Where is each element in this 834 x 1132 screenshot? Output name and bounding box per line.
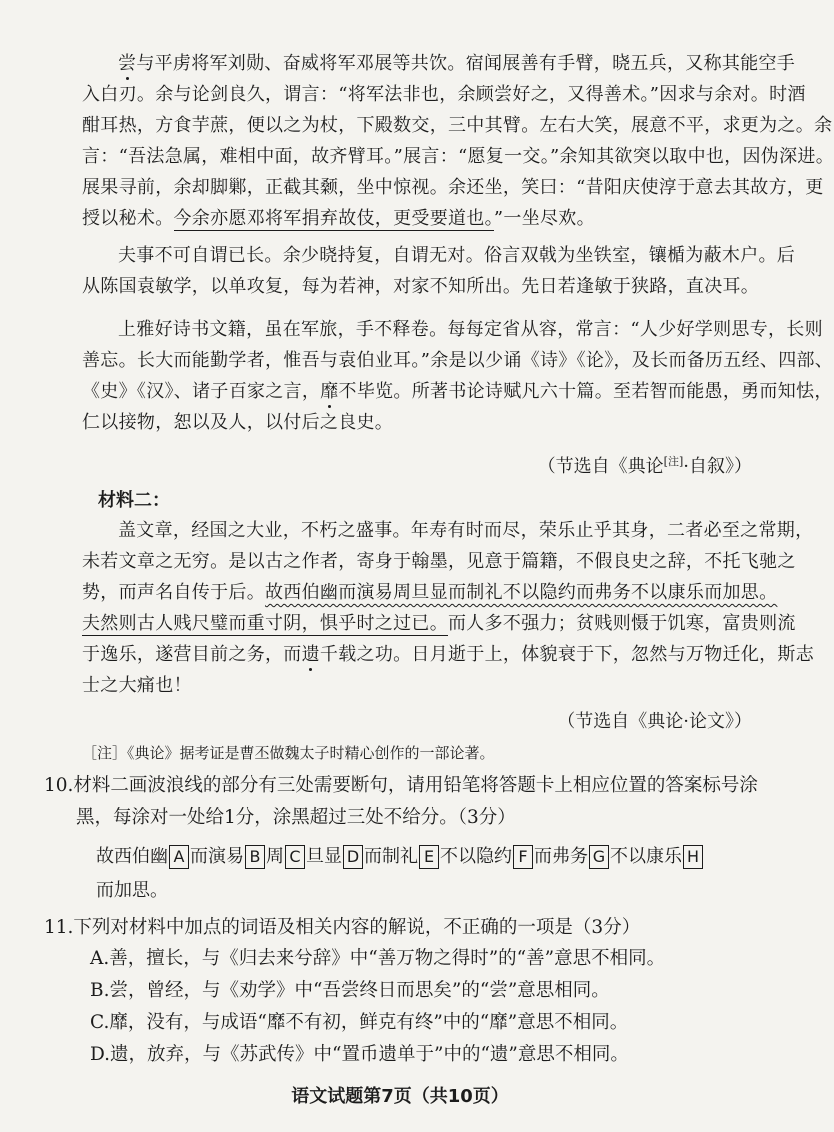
material2-heading: 材料二： xyxy=(98,490,170,511)
segment-text: 而演易 xyxy=(190,846,244,867)
text-line: 展果寻前，余却脚鄛，正截其颡，坐中惊视。余还坐，笑曰：“昔阳庆使淳于意去其故方，更 xyxy=(82,177,824,198)
segment-text: 而制礼 xyxy=(364,846,418,867)
material2-paragraph xyxy=(82,515,815,701)
option-c[interactable]: C.靡，没有，与成语“靡不有初，鲜克有终”中的“靡”意思不相同。 xyxy=(90,1012,629,1033)
question-11 xyxy=(44,912,764,944)
text-segment: 千载之功。日月逝于上，体貌衰于下，忽然与万物迁化，斯志 xyxy=(319,644,815,665)
option-b[interactable]: B.尝，曾经，与《劝学》中“吾尝终日而思矣”的“尝”意思相同。 xyxy=(90,980,610,1001)
material2-source: （节选自《典论·论文》） xyxy=(557,711,752,732)
sentence-break-tail: 而加思。 xyxy=(96,880,168,901)
dotted-char: 尝 xyxy=(118,53,137,74)
dotted-char: 靡 xyxy=(320,381,339,402)
segment-text: 而弗务 xyxy=(534,846,588,867)
text-line xyxy=(82,577,778,608)
text-line: 尝与平虏将军刘勋、奋威将军邓展等共饮。宿闻展善有手臂，晓五兵，又称其能空手 xyxy=(118,53,796,74)
underlined-sentence: 夫然则古人贱尺璧而重寸阴，惧乎时之过已。 xyxy=(82,613,448,634)
answer-box-e[interactable]: E xyxy=(419,845,439,869)
text-line: 入白刃。余与论剑良久，谓言：“将军法非也，余顾尝好之，又得善术。”因求与余对。时酒 xyxy=(82,84,806,105)
footnote: ［注］《典论》据考证是曹丕做魏太子时精心创作的一部论著。 xyxy=(82,744,495,762)
text-line: 上雅好诗书文籍，虽在军旅，手不释卷。每每定省从容，常言：“人少好学则思专，长则 xyxy=(118,319,823,340)
text-line: 夫事不可自谓已长。余少晓持复，自谓无对。俗言双戟为坐铁室，镶楯为蔽木户。后 xyxy=(118,245,796,266)
text-segment: 《史》《汉》、诸子百家之言， xyxy=(82,381,321,402)
text-segment: 而人多不强力；贫贱则慑于饥寒，富贵则流 xyxy=(448,613,796,634)
text-line: 仁以接物，恕以及人，以付后之良史。 xyxy=(82,412,394,433)
material1-paragraph-1 xyxy=(82,48,834,234)
segment-text: 不以隐约 xyxy=(440,846,512,867)
source-text: （节选自《典论 xyxy=(537,456,664,477)
answer-box-f[interactable]: F xyxy=(513,845,533,869)
note-marker: [注] xyxy=(663,455,684,468)
segment-text: 不以康乐 xyxy=(610,846,682,867)
answer-box-b[interactable]: B xyxy=(245,845,265,869)
option-d[interactable]: D.遗，放弃，与《苏武传》中“置币遗单于”中的“遗”意思不相同。 xyxy=(90,1044,629,1065)
text-line: 言：“吾法急属，难相中面，故齐臂耳。”展言：“愿复一交。”余知其欲突以取中也，因伪深进。 xyxy=(82,146,834,167)
answer-box-a[interactable]: A xyxy=(169,845,189,869)
material1-paragraph-3 xyxy=(82,314,834,438)
material1-source xyxy=(538,448,752,481)
question-10 xyxy=(44,770,764,834)
text-line xyxy=(82,639,815,670)
text-line: 盖文章，经国之大业，不朽之盛事。年寿有时而尽，荣乐止乎其身，二者必至之常期， xyxy=(118,520,814,541)
material1-paragraph-2 xyxy=(82,240,796,302)
sentence-break-options xyxy=(96,840,776,874)
text-line: 从陈国袁敏学，以单攻复，每为若神，对家不知所出。先日若逢敏于狭路，直决耳。 xyxy=(82,276,760,297)
text-line: 酣耳热，方食芋蔗，便以之为杖，下殿数交，三中其臂。左右大笑，展意不平，求更为之。余 xyxy=(82,115,833,136)
text-segment: 授以秘术。 xyxy=(82,208,174,229)
option-a[interactable]: A.善，擅长，与《归去来兮辞》中“善万物之得时”的“善”意思不相同。 xyxy=(90,948,666,969)
text-line: 士之大痛也！ xyxy=(82,675,192,696)
text-line xyxy=(82,376,833,407)
text-segment: 于逸乐，遂营目前之务，而 xyxy=(82,644,302,665)
question-stem-line: 10.材料二画波浪线的部分有三处需要断句，请用铅笔将答题卡上相应位置的答案标号涂 xyxy=(44,775,758,796)
text-line: 善忘。长大而能勤学者，惟吾与袁伯业耳。”余是以少诵《诗》《论》，及长而备历五经、四部、 xyxy=(82,350,834,371)
answer-box-c[interactable]: C xyxy=(285,845,305,869)
segment-text: 旦显 xyxy=(306,846,342,867)
text-segment: 不毕览。所著书论诗赋凡六十篇。至若智而能愚，勇而知怯， xyxy=(338,381,833,402)
answer-box-h[interactable]: H xyxy=(683,845,703,869)
text-line xyxy=(82,608,796,639)
question-stem: 11.下列对材料中加点的词语及相关内容的解说，不正确的一项是（3分） xyxy=(44,917,641,938)
dotted-char: 遗 xyxy=(301,644,320,665)
text-segment: 势，而声名自传于后。 xyxy=(82,582,265,603)
text-line xyxy=(82,203,762,234)
segment-text: 故西伯幽 xyxy=(96,846,168,867)
answer-box-g[interactable]: G xyxy=(589,845,609,869)
page-footer: 语文试题第7页（共10页） xyxy=(291,1086,509,1107)
segment-text: 周 xyxy=(266,846,284,867)
answer-box-d[interactable]: D xyxy=(343,845,363,869)
text-line: 未若文章之无穷。是以古之作者，寄身于翰墨，见意于篇籍，不假良史之辞，不托飞驰之 xyxy=(82,551,796,572)
underlined-sentence: 今余亦愿邓将军捐弃故伎，更受要道也。 xyxy=(173,208,494,229)
text-segment: ”一坐尽欢。 xyxy=(493,208,595,229)
wavy-underlined-sentence: 故西伯幽而演易周旦显而制礼不以隐约而弗务不以康乐而加思。 xyxy=(265,582,778,603)
source-text-end: ·自叙》） xyxy=(683,456,752,477)
question-stem-line: 黑，每涂对一处给1分，涂黑超过三处不给分。（3分） xyxy=(76,807,516,828)
